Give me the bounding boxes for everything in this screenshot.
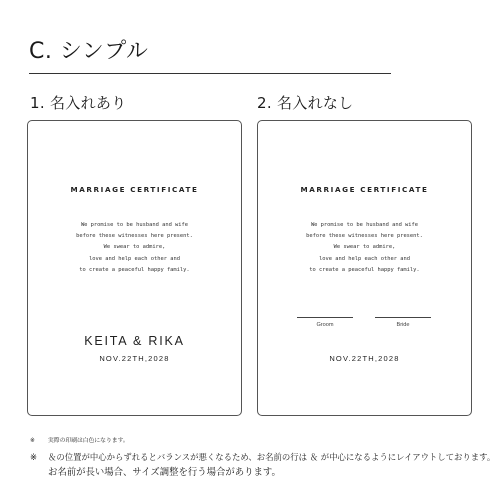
note-mark: ※	[30, 452, 38, 462]
vow-line: We promise to be husband and wife	[310, 222, 419, 228]
certificate-card-without-names	[257, 120, 472, 416]
wedding-date: NOV.22TH,2028	[329, 354, 400, 363]
vow-line: We swear to admire,	[333, 244, 396, 251]
note-text: お名前が長い場合、サイズ調整を行う場合があります。	[48, 467, 281, 478]
vow-line: before these witnesses here present.	[76, 233, 193, 240]
certificate-title: MARRIAGE CERTIFICATE	[70, 185, 199, 194]
notes	[30, 433, 495, 481]
vow-line: before these witnesses here present.	[306, 233, 423, 240]
vow-line: We promise to be husband and wife	[80, 222, 189, 228]
title-divider	[29, 73, 391, 74]
note-row	[30, 449, 495, 465]
section-title: C. シンプル	[29, 39, 149, 64]
bride-signature-line	[375, 317, 431, 318]
vow-line: love and help each other and	[319, 255, 410, 262]
vows-text	[28, 220, 241, 276]
vow-line: to create a peaceful happy family.	[309, 266, 420, 273]
note-mark: ※	[30, 438, 35, 444]
vows-text	[258, 220, 471, 276]
vow-line: love and help each other and	[89, 255, 180, 262]
groom-signature-line	[297, 317, 353, 318]
wedding-date: NOV.22TH,2028	[99, 354, 170, 363]
option-with-names-label: 1. 名入れあり	[30, 94, 127, 112]
note-text: ＆の位置が中心からずれるとバランスが悪くなるため、お名前の行は ＆ が中心になるようにレイアウトしております。	[48, 452, 496, 462]
note-row	[30, 433, 495, 449]
note-row	[30, 465, 495, 481]
couple-names: KEITA & RIKA	[84, 334, 185, 348]
vow-line: We swear to admire,	[103, 244, 166, 251]
certificate-card-with-names	[27, 120, 242, 416]
option-without-names-label: 2. 名入れなし	[257, 94, 354, 112]
vow-line: to create a peaceful happy family.	[79, 266, 190, 273]
certificate-title: MARRIAGE CERTIFICATE	[300, 185, 429, 194]
note-text: 実際の印刷は白色になります。	[48, 438, 129, 444]
groom-label: Groom	[316, 322, 334, 328]
bride-label: Bride	[396, 322, 410, 328]
